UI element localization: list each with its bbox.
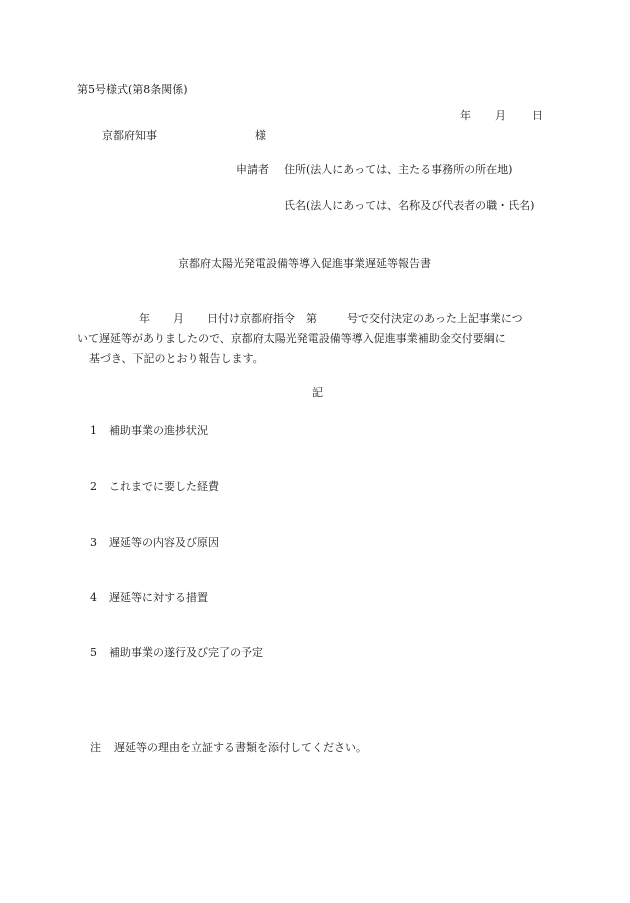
note-label: 注 <box>90 741 101 754</box>
applicant-address-label: 住所(法人にあっては、主たる事務所の所在地) <box>284 163 513 176</box>
body-month: 月 <box>173 312 184 325</box>
body-line-3: 基づき、下記のとおり報告します。 <box>89 352 264 365</box>
item-text: 補助事業の遂行及び完了の予定 <box>109 646 263 659</box>
item-number: 3 <box>90 536 97 549</box>
list-item <box>90 647 263 658</box>
item-text: 遅延等に対する措置 <box>109 591 208 604</box>
body-year: 年 <box>139 312 150 325</box>
list-item <box>90 592 208 603</box>
list-item <box>90 425 208 436</box>
applicant-label: 申請者 <box>236 163 269 176</box>
date-month: 月 <box>495 109 506 122</box>
date-year: 年 <box>460 109 471 122</box>
addressee-name: 京都府知事 <box>102 129 157 142</box>
ki-marker: 記 <box>312 386 323 399</box>
form-number: 第5号様式(第8条関係) <box>77 83 188 96</box>
applicant-name-label: 氏名(法人にあっては、名称及び代表者の職・氏名) <box>284 199 535 212</box>
addressee-honorific: 様 <box>255 129 266 142</box>
item-number: 1 <box>90 424 97 437</box>
item-number: 4 <box>90 591 97 604</box>
body-mid: 日付け京都府指令 第 <box>207 312 317 325</box>
body-end: 号で交付決定のあった上記事業につ <box>347 312 523 325</box>
note-text: 遅延等の理由を立証する書類を添付してください。 <box>114 741 367 754</box>
list-item <box>90 481 219 492</box>
body-paragraph <box>77 309 555 369</box>
document-title: 京都府太陽光発電設備等導入促進事業遅延等報告書 <box>178 257 431 270</box>
item-text: 補助事業の進捗状況 <box>109 424 208 437</box>
item-text: 遅延等の内容及び原因 <box>109 536 219 549</box>
date-day: 日 <box>532 109 543 122</box>
body-line-2: いて遅延等がありましたので、京都府太陽光発電設備等導入促進事業補助金交付要綱に <box>77 332 506 345</box>
date-line <box>0 110 630 124</box>
item-number: 2 <box>90 480 97 493</box>
body-line-1 <box>77 309 555 329</box>
item-text: これまでに要した経費 <box>109 480 219 493</box>
item-number: 5 <box>90 646 97 659</box>
note <box>90 742 367 753</box>
list-item <box>90 537 219 548</box>
